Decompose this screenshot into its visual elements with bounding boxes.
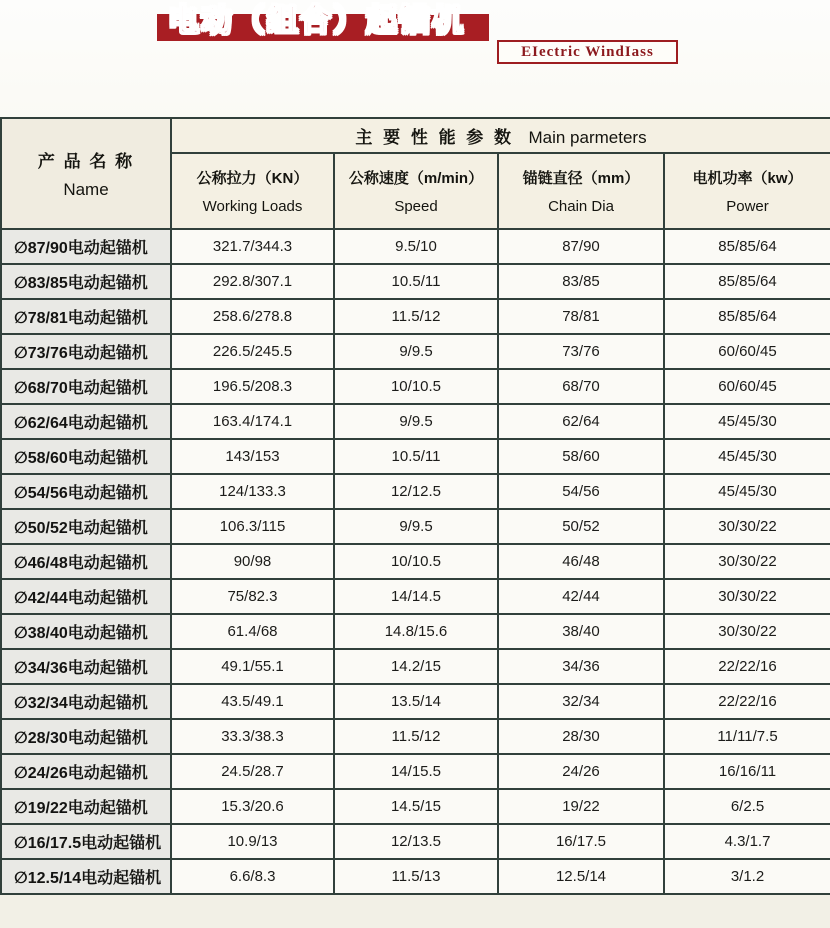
value-cell: 34/36 xyxy=(498,649,664,684)
value-cell: 61.4/68 xyxy=(171,614,334,649)
value-cell: 258.6/278.8 xyxy=(171,299,334,334)
value-cell: 30/30/22 xyxy=(664,579,830,614)
value-cell: 9/9.5 xyxy=(334,509,498,544)
product-name-header xyxy=(1,118,171,229)
value-cell: 321.7/344.3 xyxy=(171,229,334,264)
product-name-cell: ∅87/90电动起锚机 xyxy=(1,229,171,264)
value-cell: 87/90 xyxy=(498,229,664,264)
value-cell: 22/22/16 xyxy=(664,649,830,684)
product-name-cell: ∅46/48电动起锚机 xyxy=(1,544,171,579)
value-cell: 28/30 xyxy=(498,719,664,754)
value-cell: 83/85 xyxy=(498,264,664,299)
value-cell: 4.3/1.7 xyxy=(664,824,830,859)
product-name-cell: ∅83/85电动起锚机 xyxy=(1,264,171,299)
column-header-speed xyxy=(334,153,498,229)
product-name-cell: ∅38/40电动起锚机 xyxy=(1,614,171,649)
page-subtitle: EIectric WindIass xyxy=(521,43,654,60)
table-row xyxy=(1,614,830,649)
value-cell: 15.3/20.6 xyxy=(171,789,334,824)
value-cell: 45/45/30 xyxy=(664,404,830,439)
product-name-header-cn: 产 品 名 称 xyxy=(37,152,135,171)
main-parameters-header-cn: 主 要 性 能 参 数 xyxy=(355,128,515,147)
column-header-speed-en: Speed xyxy=(394,198,438,215)
main-header-row xyxy=(1,118,830,153)
value-cell: 30/30/22 xyxy=(664,509,830,544)
product-name-cell: ∅73/76电动起锚机 xyxy=(1,334,171,369)
table-row xyxy=(1,404,830,439)
table-row xyxy=(1,859,830,894)
table-row xyxy=(1,299,830,334)
column-header-power-en: Power xyxy=(726,198,769,215)
value-cell: 60/60/45 xyxy=(664,334,830,369)
value-cell: 11.5/12 xyxy=(334,299,498,334)
value-cell: 30/30/22 xyxy=(664,544,830,579)
column-header-chain-dia-cn: 锚链直径（mm） xyxy=(522,170,640,187)
value-cell: 9/9.5 xyxy=(334,404,498,439)
value-cell: 12/12.5 xyxy=(334,474,498,509)
value-cell: 196.5/208.3 xyxy=(171,369,334,404)
value-cell: 30/30/22 xyxy=(664,614,830,649)
table-row xyxy=(1,719,830,754)
product-name-cell: ∅12.5/14电动起锚机 xyxy=(1,859,171,894)
value-cell: 10.9/13 xyxy=(171,824,334,859)
column-header-power-cn: 电机功率（kw） xyxy=(692,170,803,187)
value-cell: 14/15.5 xyxy=(334,754,498,789)
value-cell: 32/34 xyxy=(498,684,664,719)
value-cell: 22/22/16 xyxy=(664,684,830,719)
table-body xyxy=(1,229,830,894)
value-cell: 60/60/45 xyxy=(664,369,830,404)
table-row xyxy=(1,579,830,614)
subtitle-box xyxy=(497,40,678,64)
value-cell: 85/85/64 xyxy=(664,299,830,334)
value-cell: 54/56 xyxy=(498,474,664,509)
table-row xyxy=(1,334,830,369)
product-name-cell: ∅28/30电动起锚机 xyxy=(1,719,171,754)
value-cell: 24.5/28.7 xyxy=(171,754,334,789)
value-cell: 19/22 xyxy=(498,789,664,824)
table-row xyxy=(1,754,830,789)
main-parameters-header xyxy=(171,118,830,153)
table-row xyxy=(1,229,830,264)
value-cell: 3/1.2 xyxy=(664,859,830,894)
value-cell: 14/14.5 xyxy=(334,579,498,614)
value-cell: 143/153 xyxy=(171,439,334,474)
value-cell: 45/45/30 xyxy=(664,439,830,474)
table-row xyxy=(1,544,830,579)
value-cell: 10/10.5 xyxy=(334,369,498,404)
column-header-chain-dia-en: Chain Dia xyxy=(548,198,614,215)
value-cell: 6.6/8.3 xyxy=(171,859,334,894)
value-cell: 14.5/15 xyxy=(334,789,498,824)
value-cell: 90/98 xyxy=(171,544,334,579)
value-cell: 45/45/30 xyxy=(664,474,830,509)
column-header-speed-cn: 公称速度（m/min） xyxy=(348,170,484,187)
product-name-cell: ∅78/81电动起锚机 xyxy=(1,299,171,334)
table-head xyxy=(1,118,830,229)
value-cell: 38/40 xyxy=(498,614,664,649)
value-cell: 12.5/14 xyxy=(498,859,664,894)
value-cell: 78/81 xyxy=(498,299,664,334)
value-cell: 106.3/115 xyxy=(171,509,334,544)
table-row xyxy=(1,264,830,299)
value-cell: 49.1/55.1 xyxy=(171,649,334,684)
product-name-cell: ∅68/70电动起锚机 xyxy=(1,369,171,404)
value-cell: 75/82.3 xyxy=(171,579,334,614)
product-name-cell: ∅50/52电动起锚机 xyxy=(1,509,171,544)
table-row xyxy=(1,789,830,824)
value-cell: 14.2/15 xyxy=(334,649,498,684)
product-name-cell: ∅58/60电动起锚机 xyxy=(1,439,171,474)
table-row xyxy=(1,474,830,509)
value-cell: 85/85/64 xyxy=(664,229,830,264)
product-name-cell: ∅24/26电动起锚机 xyxy=(1,754,171,789)
column-header-power xyxy=(664,153,830,229)
table-row xyxy=(1,509,830,544)
value-cell: 10/10.5 xyxy=(334,544,498,579)
value-cell: 24/26 xyxy=(498,754,664,789)
value-cell: 9/9.5 xyxy=(334,334,498,369)
value-cell: 73/76 xyxy=(498,334,664,369)
value-cell: 14.8/15.6 xyxy=(334,614,498,649)
value-cell: 6/2.5 xyxy=(664,789,830,824)
product-name-header-en: Name xyxy=(63,180,109,199)
table-row xyxy=(1,369,830,404)
value-cell: 11/11/7.5 xyxy=(664,719,830,754)
column-header-chain-dia xyxy=(498,153,664,229)
table-row xyxy=(1,439,830,474)
value-cell: 16/16/11 xyxy=(664,754,830,789)
main-parameters-header-en: Main parmeters xyxy=(528,128,647,147)
value-cell: 226.5/245.5 xyxy=(171,334,334,369)
value-cell: 124/133.3 xyxy=(171,474,334,509)
product-name-cell: ∅16/17.5电动起锚机 xyxy=(1,824,171,859)
value-cell: 68/70 xyxy=(498,369,664,404)
value-cell: 46/48 xyxy=(498,544,664,579)
product-name-cell: ∅32/34电动起锚机 xyxy=(1,684,171,719)
value-cell: 10.5/11 xyxy=(334,264,498,299)
value-cell: 16/17.5 xyxy=(498,824,664,859)
value-cell: 163.4/174.1 xyxy=(171,404,334,439)
value-cell: 43.5/49.1 xyxy=(171,684,334,719)
column-header-working-loads-en: Working Loads xyxy=(202,198,303,215)
value-cell: 12/13.5 xyxy=(334,824,498,859)
product-name-cell: ∅34/36电动起锚机 xyxy=(1,649,171,684)
value-cell: 50/52 xyxy=(498,509,664,544)
value-cell: 58/60 xyxy=(498,439,664,474)
value-cell: 42/44 xyxy=(498,579,664,614)
value-cell: 85/85/64 xyxy=(664,264,830,299)
value-cell: 11.5/12 xyxy=(334,719,498,754)
value-cell: 62/64 xyxy=(498,404,664,439)
column-header-working-loads-cn: 公称拉力（KN） xyxy=(196,170,309,187)
product-name-cell: ∅62/64电动起锚机 xyxy=(1,404,171,439)
spec-table xyxy=(0,117,830,895)
value-cell: 9.5/10 xyxy=(334,229,498,264)
product-name-cell: ∅54/56电动起锚机 xyxy=(1,474,171,509)
value-cell: 11.5/13 xyxy=(334,859,498,894)
table-row xyxy=(1,824,830,859)
value-cell: 33.3/38.3 xyxy=(171,719,334,754)
column-header-working-loads xyxy=(171,153,334,229)
page-title: 电动（组合）起锚机 xyxy=(168,3,465,38)
product-name-cell: ∅19/22电动起锚机 xyxy=(1,789,171,824)
product-name-cell: ∅42/44电动起锚机 xyxy=(1,579,171,614)
table-row xyxy=(1,684,830,719)
value-cell: 13.5/14 xyxy=(334,684,498,719)
value-cell: 10.5/11 xyxy=(334,439,498,474)
table-row xyxy=(1,649,830,684)
value-cell: 292.8/307.1 xyxy=(171,264,334,299)
